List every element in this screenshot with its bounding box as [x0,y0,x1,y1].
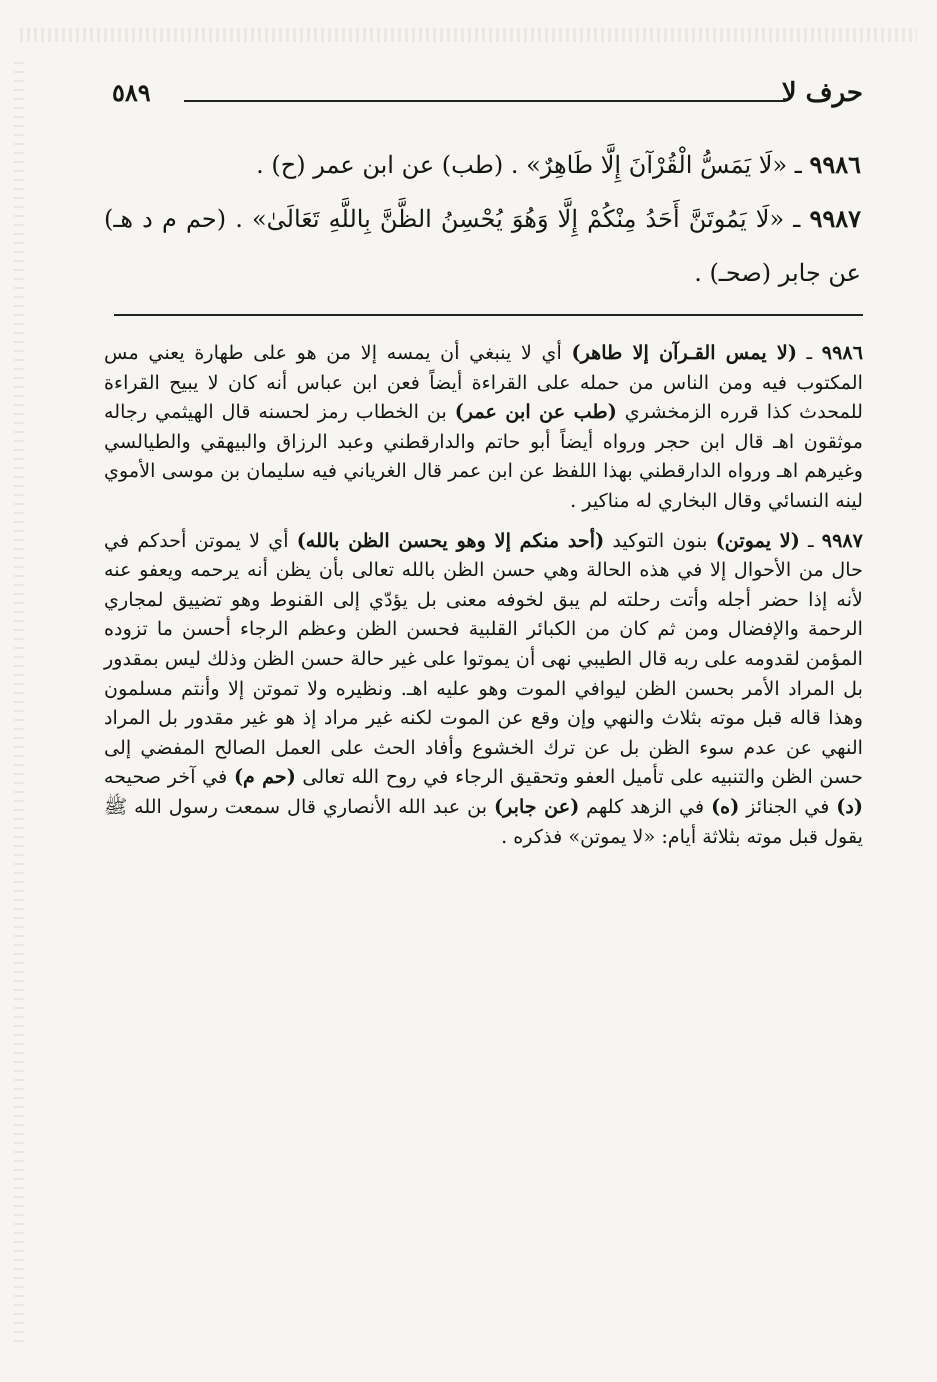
commentary-number: ٩٩٨٧ [821,528,863,552]
commentary-text: في آخر صحيحه [104,765,234,789]
hadith-entry: ٩٩٨٦ ـ «لَا يَمَسُّ الْقُرْآنَ إِلَّا طَاهِرٌ» . (طب) عن ابن عمر (ح) . [256,150,861,179]
commentary-text: (أحد منكم إلا وهو يحسن الظن بالله) [296,528,605,552]
commentary-text: بنون التوكيد [604,528,716,552]
scan-noise-top [20,28,917,42]
footnote-divider [114,314,863,316]
page-header [112,78,863,114]
commentary-text: (عن جابر) [493,794,580,818]
commentary-text: (د) [836,794,863,818]
commentary-text: أي لا يموتن أحدكم في حال من الأحوال إلا في هذه الحالة وهي حسن الظن بالله تعالى بأن يظن أنه يرحمه ويعفو عنه لأنه إذا حضر أجله وأتت رحلته لم يبق لخوفه معنى بل يؤدّي إلى القنوط وهو تضييق لمجاري الرحمة والإفضال ومن ثم كان من الكبائر القلبية فحسن الظن وعظم الرجاء أحسن ما تزوده المؤمن لقدومه على ربه قال الطيبي نهى أن يموتوا على غير حالة حسن الظن وذلك ليس بمقدور بل المراد الأمر بحسن الظن ليوافي الموت وهو عليه اهـ. ونظيره ولا تموتن إلا وأنتم مسلمون وهذا قاله قبل موته بثلاث والنهي وإن وقع عن الموت لكنه غير مراد إذ هو غير مقدور بل المراد النهي عن عدم سوء الظن بل عن ترك الخشوع وأفاد الحث على العمل الصالح المفضي إلى حسن الظن والتنبيه على تأميل العفو وتحقيق الرجاء في روح الله تعالى [104,528,863,789]
commentary-text: بن الخطاب رمز لحسنه قال الهيثمي رجاله موثقون اهـ قال ابن حجر ورواه أيضاً أبو حاتم والدارقطني وعبد الرزاق والبيهقي والطيالسي وغيرهم اهـ ورواه الدارقطني بهذا اللفظ عن ابن عمر قال الغرياني فيه سليمان بن موسى الأموي لينه النسائي وقال البخاري له مناكير . [104,400,863,512]
hadith-text: «لَا يَمُوتَنَّ أَحَدُ مِنْكُمْ إِلَّا وَهُوَ يُحْسِنُ الظَّنَّ بِاللَّهِ تَعَالَىٰ» . (حم م د هـ) عن جابر (صحـ) . [104,205,861,287]
commentary-section [104,338,863,861]
hadith-number: ٩٩٨٦ [809,150,861,179]
running-title: حرف لا [781,78,863,108]
commentary-text: أي لا ينبغي أن يمسه إلا من هو على طهارة يعني مس المكتوب فيه ومن الناس من حمله على القراءة أيضاً فعن ابن عباس أنه كان لا يبيح القراءة للمحدث كذا قرره الزمخشري [104,341,863,424]
commentary-paragraph: ٩٩٨٧ ـ (لا يموتن) بنون التوكيد (أحد منكم إلا وهو يحسن الظن بالله) أي لا يموتن أحدكم في حال من الأحوال إلا في هذه الحالة وهي حسن الظن بالله تعالى بأن يظن أنه يرحمه ويعفو عنه لأنه إذا حضر أجله وأتت رحلته لم يبق لخوفه معنى بل يؤدّي إلى القنوط وهو تضييق لمجاري الرحمة والإفضال ومن ثم كان من الكبائر القلبية فحسن الظن وعظم الرجاء أحسن ما تزوده المؤمن لقدومه على ربه قال الطيبي نهى أن يموتوا على غير حالة حسن الظن وذلك ليس بمقدور بل المراد الأمر بحسن الظن ليوافي الموت وهو عليه اهـ. ونظيره ولا تموتن إلا وأنتم مسلمون وهذا قاله قبل موته بثلاث والنهي وإن وقع عن الموت لكنه غير مراد إذ هو غير مقدور بل المراد النهي عن عدم سوء الظن بل عن ترك الخشوع وأفاد الحث على العمل الصالح المفضي إلى حسن الظن والتنبيه على تأميل العفو وتحقيق الرجاء في روح الله تعالى (حم م) في آخر صحيحه (د) في الجنائز (ه) في الزهد كلهم (عن جابر) بن عبد الله الأنصاري قال سمعت رسول الله ﷺ يقول قبل موته بثلاثة أيام: «لا يموتن» فذكره . [104,528,863,848]
hadith-number: ٩٩٨٧ [809,204,861,233]
hadith-entry: ٩٩٨٧ ـ «لَا يَمُوتَنَّ أَحَدُ مِنْكُمْ إِلَّا وَهُوَ يُحْسِنُ الظَّنَّ بِاللَّهِ تَعَالَىٰ» . (حم م د هـ) عن جابر (صحـ) . [104,204,861,287]
commentary-text: في الزهد كلهم [579,794,712,818]
page-number: ٥٨٩ [112,78,151,107]
commentary-text: (لا يمس القـرآن إلا طاهر) [571,341,797,364]
commentary-text: (ه) [711,794,740,818]
commentary-text: بن عبد الله الأنصاري قال سمعت رسول الله ﷺ يقول قبل موته بثلاثة أيام: «لا يموتن» فذكره . [104,794,863,848]
hadith-block [104,138,861,300]
commentary-text: في الجنائز [739,794,837,818]
commentary-text: (لا يموتن) [715,528,800,552]
scan-noise-left [14,60,24,1342]
commentary-paragraph: ٩٩٨٦ ـ (لا يمس القـرآن إلا طاهر) أي لا ينبغي أن يمسه إلا من هو على طهارة يعني مس المكتوب فيه ومن الناس من حمله على القراءة أيضاً فعن ابن عباس أنه كان لا يبيح القراءة للمحدث كذا قرره الزمخشري (طب عن ابن عمر) بن الخطاب رمز لحسنه قال الهيثمي رجاله موثقون اهـ قال ابن حجر ورواه أيضاً أبو حاتم والدارقطني وعبد الرزاق والبيهقي والطيالسي وغيرهم اهـ ورواه الدارقطني بهذا اللفظ عن ابن عمر قال الغرياني فيه سليمان بن موسى الأموي لينه النسائي وقال البخاري له مناكير . [104,341,864,512]
commentary-number: ٩٩٨٦ [821,341,864,364]
hadith-text: «لَا يَمَسُّ الْقُرْآنَ إِلَّا طَاهِرٌ» . (طب) عن ابن عمر (ح) . [256,151,788,179]
commentary-text: (طب عن ابن عمر) [454,400,617,424]
header-rule [184,100,785,102]
commentary-text: (حم م) [233,765,296,789]
